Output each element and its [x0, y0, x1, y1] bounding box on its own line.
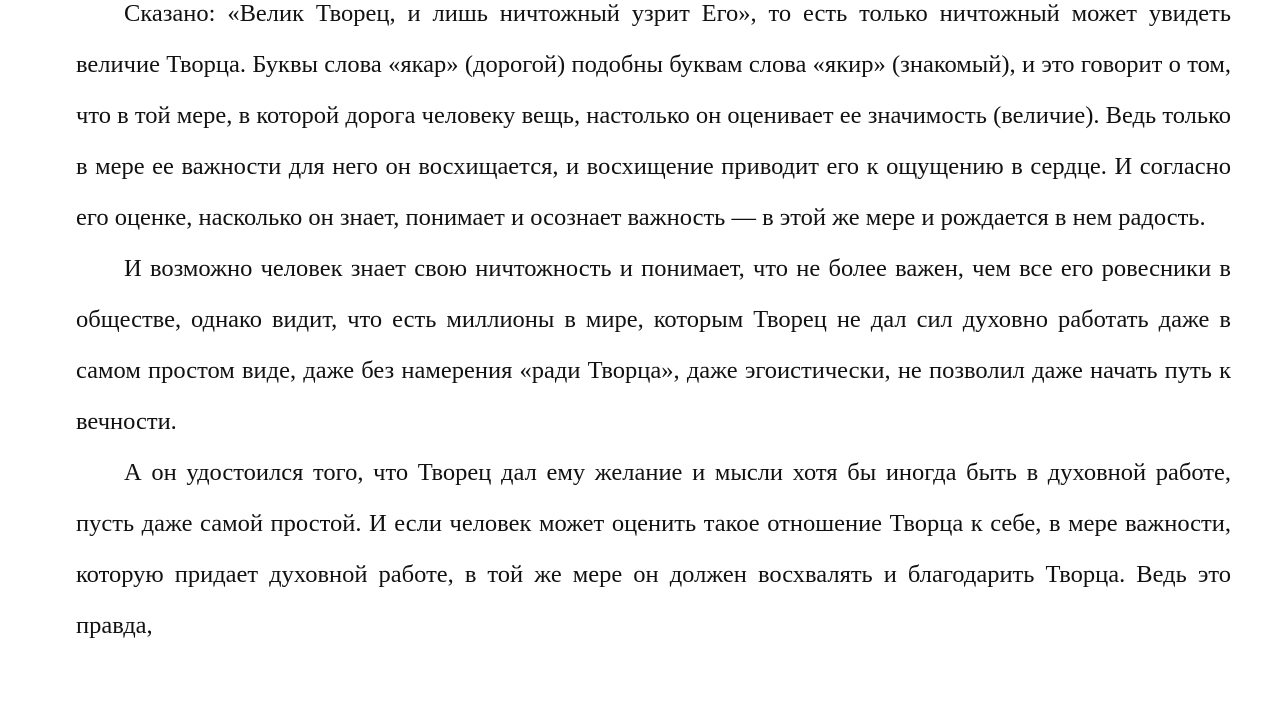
document-body	[76, 0, 1231, 651]
paragraph-3: А он удостоился того, что Творец дал ему желание и мысли хотя бы иногда быть в духовной работе, пусть даже самой простой. И если человек может оценить такое отношение Творца к себе, в мере важности, которую придает духовной работе, в той же мере он должен восхвалять и благодарить Творца. Ведь это правда,	[76, 459, 1231, 639]
paragraph-1: Сказано: «Велик Творец, и лишь ничтожный узрит Его», то есть только ничтожный может увидеть величие Творца. Буквы слова «якар» (дорогой) подобны буквам слова «якир» (знакомый), и это говорит о том, что в той мере, в которой дорога человеку вещь, настолько он оценивает ее значимость (величие). Ведь только в мере ее важности для него он восхищается, и восхищение приводит его к ощущению в сердце. И согласно его оценке, насколько он знает, понимает и осознает важность — в этой же мере и рождается в нем радость.	[76, 0, 1231, 231]
paragraph-2: И возможно человек знает свою ничтожность и понимает, что не более важен, чем все его ровесники в обществе, однако видит, что есть миллионы в мире, которым Творец не дал сил духовно работать даже в самом простом виде, даже без намерения «ради Творца», даже эгоистически, не позволил даже начать путь к вечности.	[76, 255, 1231, 435]
